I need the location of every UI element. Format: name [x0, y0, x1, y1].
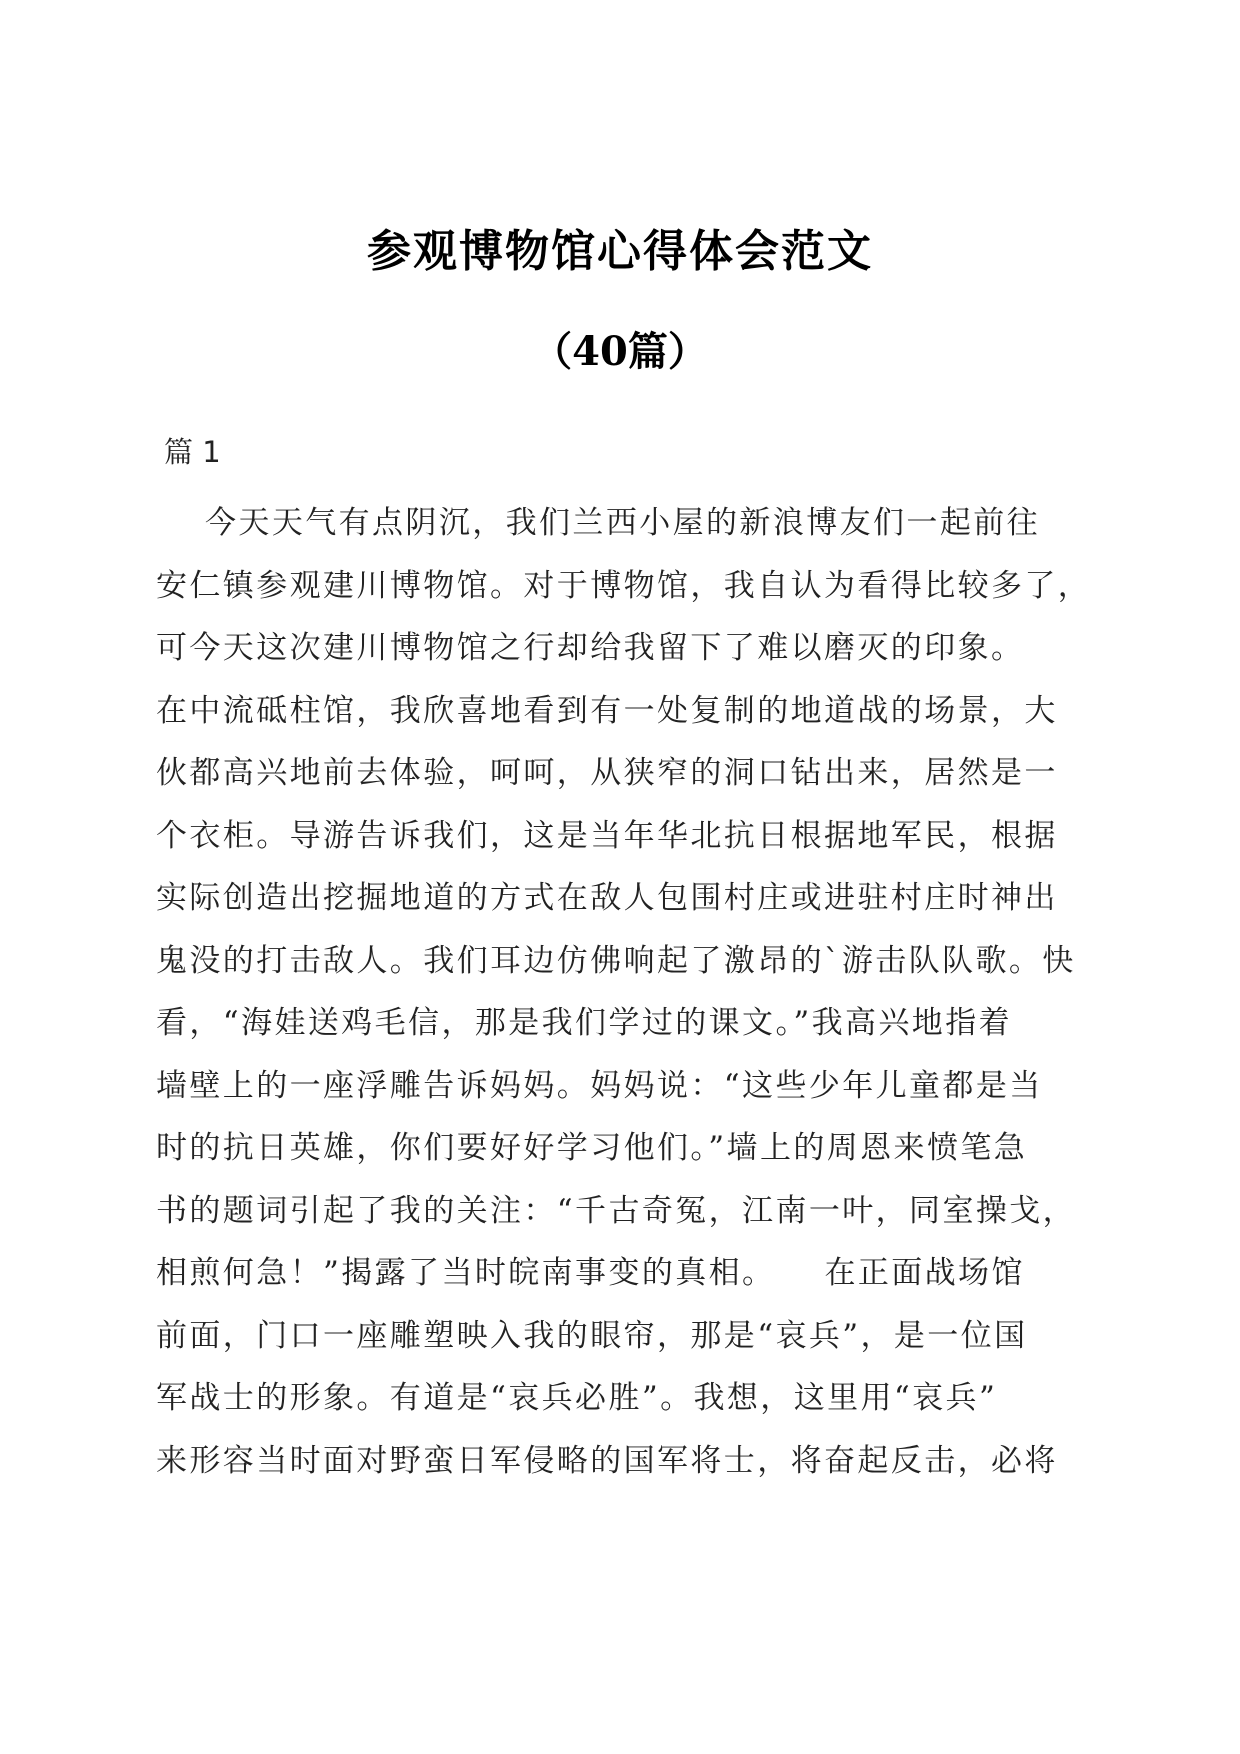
paragraph-line: 今天天气有点阴沉，我们兰西小屋的新浪博友们一起前往	[156, 505, 1041, 541]
document-title: 参观博物馆心得体会范文	[367, 226, 873, 277]
document-subtitle: （40篇）	[532, 328, 708, 375]
paragraph-line: 看，“海娃送鸡毛信，那是我们学过的课文。”我高兴地指着	[156, 1005, 1012, 1041]
paragraph-line: 实际创造出挖掘地道的方式在敌人包围村庄或进驻村庄时神出	[156, 880, 1058, 916]
section-label: 篇 1	[164, 435, 221, 469]
paragraph-line: 可今天这次建川博物馆之行却给我留下了难以磨灭的印象。	[156, 630, 1025, 666]
paragraph-line: 军战士的形象。有道是“哀兵必胜”。我想，这里用“哀兵”	[156, 1380, 998, 1416]
paragraph-line: 来形容当时面对野蛮日军侵略的国军将士，将奋起反击，必将	[156, 1442, 1058, 1479]
paragraph-line: 相煎何急！”揭露了当时皖南事变的真相。 在正面战场馆	[156, 1255, 1025, 1291]
paragraph-line: 个衣柜。导游告诉我们，这是当年华北抗日根据地军民，根据	[156, 817, 1058, 854]
paragraph-line: 伙都高兴地前去体验，呵呵，从狭窄的洞口钻出来，居然是一	[156, 755, 1058, 791]
paragraph-line: 前面，门口一座雕塑映入我的眼帘，那是“哀兵”，是一位国	[156, 1317, 1028, 1354]
paragraph-line: 鬼没的打击敌人。我们耳边仿佛响起了激昂的`游击队队歌。快	[156, 942, 1076, 979]
paragraph-line: 安仁镇参观建川博物馆。对于博物馆，我自认为看得比较多了，	[156, 567, 1092, 604]
paragraph-line: 书的题词引起了我的关注：“千古奇冤，江南一叶，同室操戈，	[156, 1192, 1077, 1229]
paragraph-line: 在中流砥柱馆，我欣喜地看到有一处复制的地道战的场景，大	[156, 692, 1058, 729]
body-paragraph	[156, 492, 1092, 1492]
paragraph-line: 时的抗日英雄，你们要好好学习他们。”墙上的周恩来愤笔急	[156, 1130, 1028, 1166]
paragraph-line: 墙壁上的一座浮雕告诉妈妈。妈妈说：“这些少年儿童都是当	[156, 1067, 1043, 1104]
